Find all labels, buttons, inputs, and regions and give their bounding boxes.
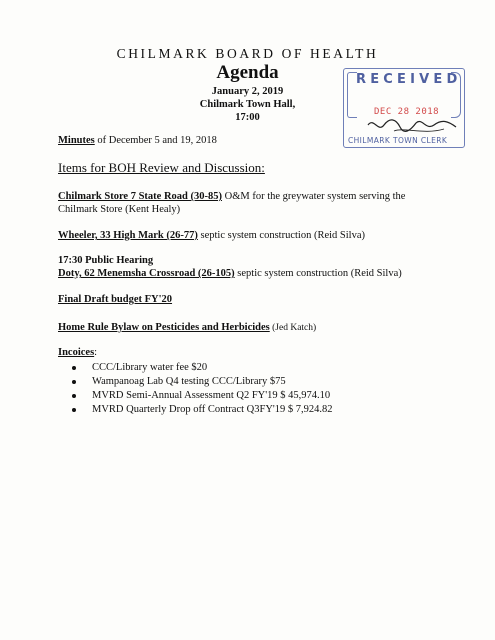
received-stamp — [343, 68, 465, 148]
stamp-received-text: RECEIVED — [356, 72, 462, 87]
doty-label: Doty, 62 Menemsha Crossroad (26-105) — [58, 268, 235, 279]
list-item: MVRD Quarterly Drop off Contract Q3FY'19 $ 7,924.82 — [58, 403, 333, 417]
invoices-label: Incoices — [58, 347, 95, 358]
public-hearing-time: 17:30 Public Hearing — [58, 255, 154, 266]
bylaw-text: (Jed Katch) — [269, 323, 317, 333]
wheeler-label: Wheeler, 33 High Mark (26-77) — [58, 230, 198, 241]
agenda-item-wheeler — [58, 230, 365, 241]
agenda-item-store — [58, 190, 418, 216]
minutes-text: of December 5 and 19, 2018 — [94, 135, 217, 146]
organization-name: CHILMARK BOARD OF HEALTH — [116, 46, 379, 61]
list-item: MVRD Semi-Annual Assessment Q2 FY'19 $ 45,974.10 — [58, 389, 333, 403]
store-text: O&M for the greywater system serving the Chilmark Store (Kent Healy) — [58, 191, 406, 215]
agenda-item-budget: Final Draft budget FY'20 — [58, 294, 173, 305]
bylaw-label: Home Rule Bylaw on Pesticides and Herbicides — [58, 322, 270, 333]
meeting-date: January 2, 2019 — [211, 86, 284, 97]
meeting-location: Chilmark Town Hall, — [199, 99, 296, 110]
minutes-label: Minutes — [58, 135, 95, 146]
review-heading: Items for BOH Review and Discussion: — [58, 160, 265, 175]
list-item: CCC/Library water fee $20 — [58, 361, 333, 375]
agenda-item-bylaw — [58, 322, 316, 333]
minutes-line — [58, 135, 217, 146]
agenda-item-doty — [58, 268, 402, 279]
invoices-heading — [58, 347, 97, 358]
list-item: Wampanoag Lab Q4 testing CCC/Library $75 — [58, 375, 333, 389]
meeting-time: 17:00 — [235, 112, 260, 123]
invoices-list — [58, 361, 333, 417]
page-title: Agenda — [216, 62, 279, 83]
stamp-clerk-text: CHILMARK TOWN CLERK — [348, 136, 448, 145]
doty-text: septic system construction (Reid Silva) — [234, 268, 402, 279]
clerk-signature-icon — [364, 115, 464, 137]
wheeler-text: septic system construction (Reid Silva) — [197, 230, 365, 241]
store-label: Chilmark Store 7 State Road (30-85) — [58, 191, 223, 202]
invoices-colon: : — [94, 347, 98, 358]
stamp-date: DEC 28 2018 — [374, 107, 440, 117]
